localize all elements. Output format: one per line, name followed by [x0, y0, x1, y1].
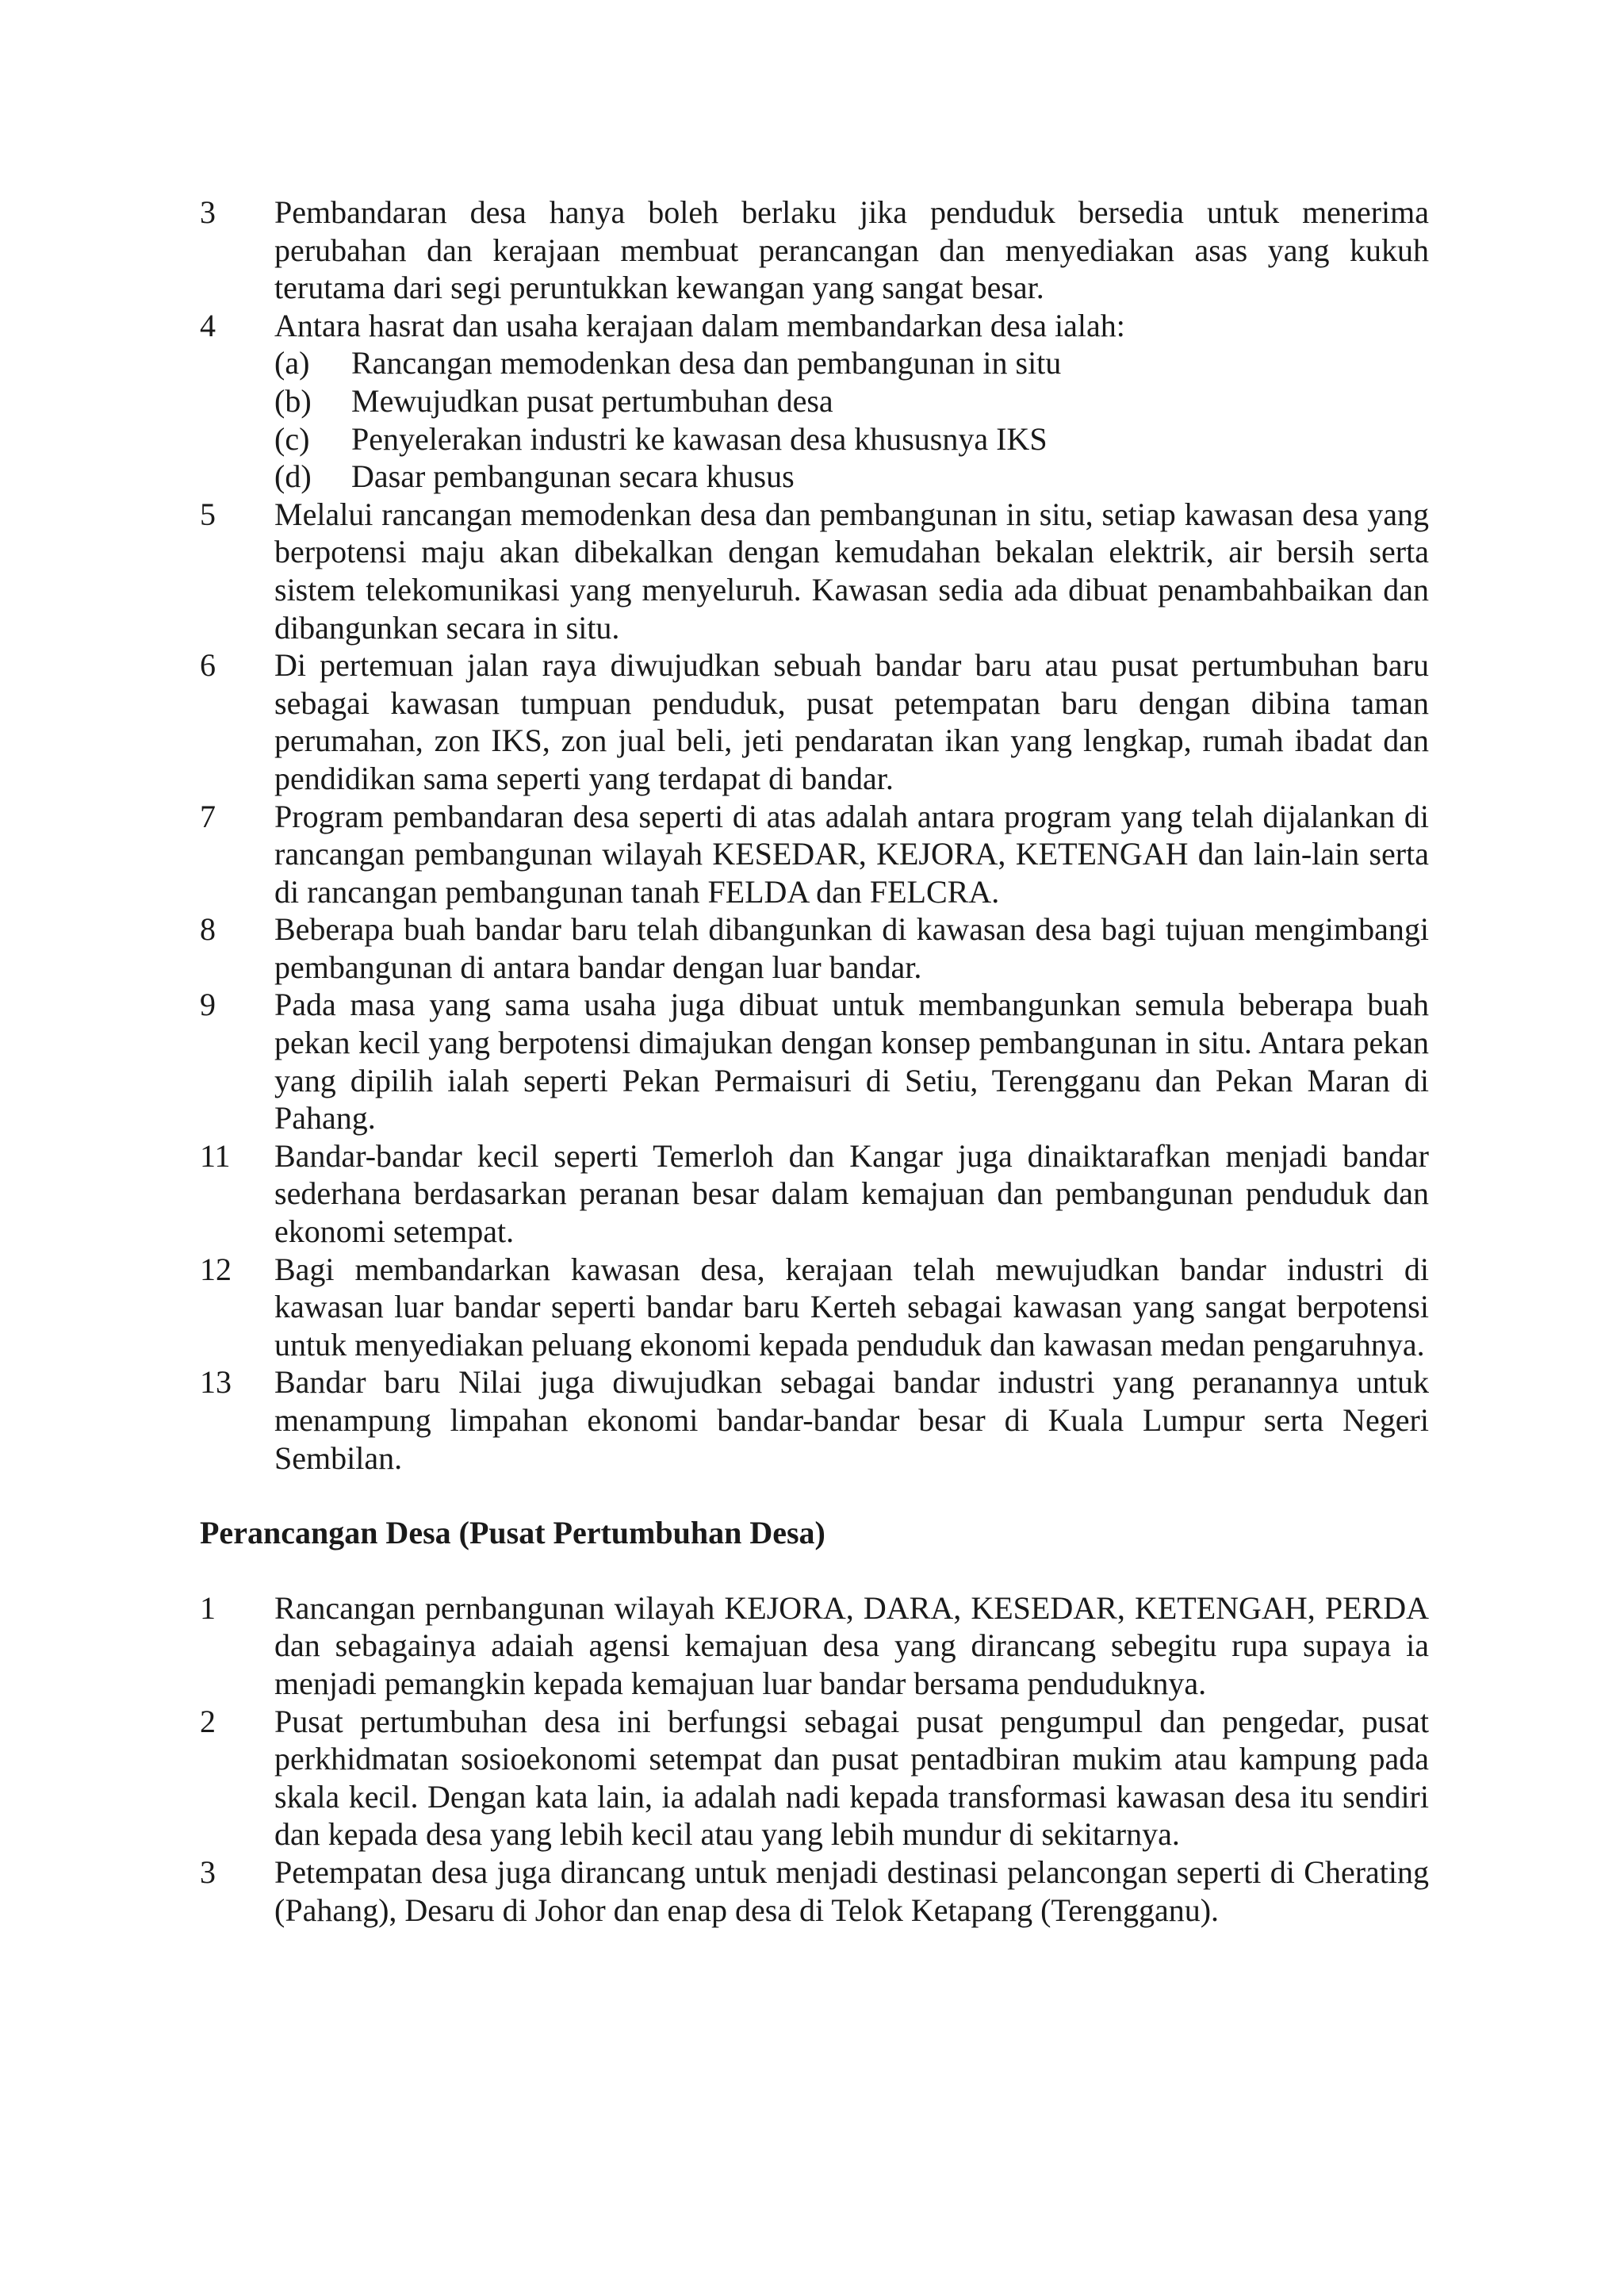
list-item	[200, 986, 1429, 1137]
list-item	[200, 307, 1429, 345]
list-item	[200, 1251, 1429, 1364]
item-text: Beberapa buah bandar baru telah dibangunkan di kawasan desa bagi tujuan mengimbangi pembangunan di antara bandar dengan luar bandar.	[274, 911, 1429, 985]
sub-list-item	[274, 382, 1429, 420]
list-item	[200, 194, 1429, 307]
item-number: 5	[200, 496, 216, 532]
item-text: Pada masa yang sama usaha juga dibuat untuk membangunkan semula beberapa buah pekan kecil yang berpotensi dimajukan dengan konsep pembangunan in situ. Antara pekan yang dipilih ialah seperti Pekan Permaisuri di Setiu, Terengganu dan Pekan Maran di Pahang.	[274, 987, 1429, 1137]
sub-list-item	[274, 458, 1429, 496]
list-item	[200, 646, 1429, 797]
item-text: Pembandaran desa hanya boleh berlaku jika penduduk bersedia untuk menerima perubahan dan kerajaan membuat perancangan dan menyediakan asas yang kukuh terutama dari segi peruntukkan kewangan yang sangat besar.	[274, 194, 1429, 306]
sub-item-letter: (c)	[274, 420, 310, 457]
item-number: 12	[200, 1251, 232, 1287]
item-text: Melalui rancangan memodenkan desa dan pembangunan in situ, setiap kawasan desa yang berpotensi maju akan dibekalkan dengan kemudahan bekalan elektrik, air bersih serta sistem telekomunikasi yang menyeluruh. Kawasan sedia ada dibuat penambahbaikan dan dibangunkan secara in situ.	[274, 496, 1429, 646]
sub-item-text: Penyelerakan industri ke kawasan desa khususnya IKS	[351, 420, 1048, 457]
item-number: 4	[200, 307, 216, 343]
list-item	[200, 1589, 1429, 1703]
item-number: 7	[200, 798, 216, 834]
item-text: Petempatan desa juga dirancang untuk menjadi destinasi pelancongan seperti di Cherating (Pahang), Desaru di Johor dan enap desa di Telok Ketapang (Terengganu).	[274, 1853, 1429, 1928]
item-text: Bandar-bandar kecil seperti Temerloh dan Kangar juga dinaiktarafkan menjadi bandar sederhana berdasarkan peranan besar dalam kemajuan dan pembangunan penduduk dan ekonomi setempat.	[274, 1137, 1429, 1250]
sub-item-letter: (b)	[274, 382, 312, 419]
list-item	[200, 1703, 1429, 1853]
sub-item-text: Rancangan memodenkan desa dan pembangunan in situ	[351, 345, 1062, 381]
sub-item-letter: (d)	[274, 458, 312, 495]
item-text: Bandar baru Nilai juga diwujudkan sebagai bandar industri yang peranannya untuk menampung limpahan ekonomi bandar-bandar besar di Kuala Lumpur serta Negeri Sembilan.	[274, 1364, 1429, 1476]
item-number: 9	[200, 987, 216, 1023]
item-number: 2	[200, 1703, 216, 1739]
item-text: Antara hasrat dan usaha kerajaan dalam membandarkan desa ialah:	[274, 307, 1125, 343]
sub-item-text: Mewujudkan pusat pertumbuhan desa	[351, 382, 833, 419]
section-heading: Perancangan Desa (Pusat Pertumbuhan Desa)	[200, 1515, 825, 1551]
item-text: Bagi membandarkan kawasan desa, kerajaan telah mewujudkan bandar industri di kawasan luar bandar seperti bandar baru Kerteh sebagai kawasan yang sangat berpotensi untuk menyediakan peluang ekonomi kepada penduduk dan kawasan medan pengaruhnya.	[274, 1251, 1429, 1363]
item-text: Program pembandaran desa seperti di atas adalah antara program yang telah dijalankan di rancangan pembangunan wilayah KESEDAR, KEJORA, KETENGAH dan lain-lain serta di rancangan pembangunan tanah FELDA dan FELCRA.	[274, 798, 1429, 910]
list-item	[200, 1363, 1429, 1477]
item-number: 11	[200, 1137, 231, 1174]
item-text: Di pertemuan jalan raya diwujudkan sebuah bandar baru atau pusat pertumbuhan baru sebagai kawasan tumpuan penduduk, pusat petempatan baru dengan dibina taman perumahan, zon IKS, zon jual beli, jeti pendaratan ikan yang lengkap, rumah ibadat dan pendidikan sama seperti yang terdapat di bandar.	[274, 647, 1429, 796]
sub-list-item	[274, 420, 1429, 458]
item-number: 13	[200, 1364, 232, 1401]
item-text: Rancangan pernbangunan wilayah KEJORA, DARA, KESEDAR, KETENGAH, PERDA dan sebagainya adaiah agensi kemajuan desa yang dirancang sebegitu rupa supaya ia menjadi pemangkin kepada kemajuan luar bandar bersama penduduknya.	[274, 1589, 1429, 1701]
item-text: Pusat pertumbuhan desa ini berfungsi sebagai pusat pengumpul dan pengedar, pusat perkhidmatan sosioekonomi setempat dan pusat pentadbiran mukim atau kampung pada skala kecil. Dengan kata lain, ia adalah nadi kepada transformasi kawasan desa itu sendiri dan kepada desa yang lebih kecil atau yang lebih mundur di sekitarnya.	[274, 1703, 1429, 1853]
document-content	[200, 194, 1429, 1929]
item-number: 6	[200, 647, 216, 684]
sub-item-text: Dasar pembangunan secara khusus	[351, 458, 795, 495]
list-item	[200, 1137, 1429, 1251]
list-item	[200, 798, 1429, 911]
item-number: 3	[200, 194, 216, 230]
list-item	[200, 910, 1429, 986]
item-number: 3	[200, 1853, 216, 1890]
sub-list-item	[274, 344, 1429, 382]
list-item	[200, 1853, 1429, 1929]
item-number: 8	[200, 911, 216, 948]
list-item	[200, 496, 1429, 646]
sub-item-letter: (a)	[274, 345, 310, 381]
item-number: 1	[200, 1589, 216, 1626]
